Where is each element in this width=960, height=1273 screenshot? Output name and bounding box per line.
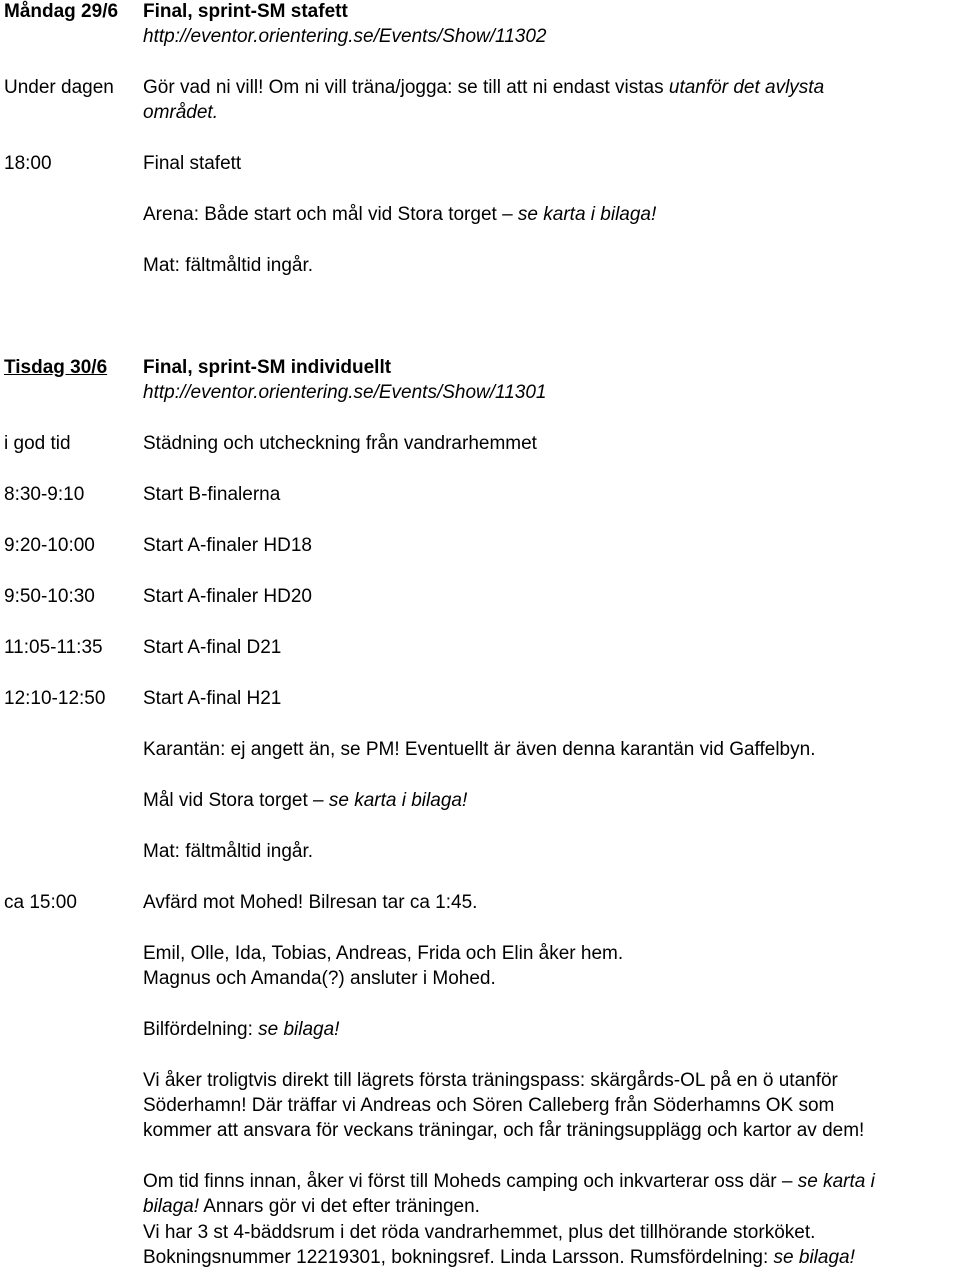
time-label: 12:10-12:50 [4, 688, 106, 709]
event-title-monday: Final, sprint-SM stafett [143, 1, 348, 22]
going-home-info: Emil, Olle, Ida, Tobias, Andreas, Frida och Elin åker hem. [143, 943, 624, 964]
arena-text: Arena: Både start och mål vid Stora torget [143, 204, 497, 225]
dash: – [776, 1171, 798, 1192]
schedule-text [143, 76, 824, 100]
time-label: Under dagen [4, 77, 114, 98]
day-heading-tuesday: Tisdag 30/6 [4, 357, 108, 378]
camping-text: Om tid finns innan, åker vi först till Moheds camping och inkvarterar oss där [143, 1171, 777, 1192]
arena-map-ref: se karta i bilaga! [517, 204, 657, 225]
car-allocation-ref: se bilaga! [258, 1019, 340, 1040]
rooms-info: Vi har 3 st 4-bäddsrum i det röda vandrarhemmet, plus det tillhörande storköket. [143, 1222, 816, 1243]
training-text-line: Söderhamn! Där träffar vi Andreas och Sören Calleberg från Söderhamns OK som [143, 1095, 835, 1116]
quarantine-info: Karantän: ej angett än, se PM! Eventuellt är även denna karantän vid Gaffelbyn. [143, 739, 816, 760]
dash: – [496, 204, 518, 225]
camping-text: Annars gör vi det efter träningen. [199, 1196, 480, 1217]
schedule-text-continued: området. [143, 102, 218, 123]
dash: – [307, 790, 329, 811]
camping-text-line [143, 1170, 875, 1194]
day-heading-monday: Måndag 29/6 [4, 1, 119, 22]
joining-info: Magnus och Amanda(?) ansluter i Mohed. [143, 968, 496, 989]
schedule-text: Final stafett [143, 153, 242, 174]
schedule-text: Start B-finalerna [143, 484, 281, 505]
camping-map-ref: bilaga! [143, 1196, 199, 1217]
schedule-text-part: Gör vad ni vill! Om ni vill träna/jogga: se till att ni endast vistas [143, 77, 669, 98]
time-label: 18:00 [4, 153, 52, 174]
event-link-monday[interactable]: http://eventor.orientering.se/Events/Show/11302 [143, 26, 547, 47]
booking-info [143, 1246, 855, 1270]
schedule-text: Städning och utcheckning från vandrarhemmet [143, 433, 537, 454]
time-label: 8:30-9:10 [4, 484, 85, 505]
time-label: ca 15:00 [4, 892, 77, 913]
camping-map-ref: se karta i [797, 1171, 875, 1192]
schedule-text: Start A-final H21 [143, 688, 282, 709]
schedule-text: Start A-finaler HD20 [143, 586, 312, 607]
time-label: i god tid [4, 433, 71, 454]
car-allocation-label: Bilfördelning: [143, 1019, 259, 1040]
finish-map-ref: se karta i bilaga! [328, 790, 468, 811]
arena-info [143, 203, 656, 227]
booking-text: Bokningsnummer 12219301, bokningsref. Linda Larsson. Rumsfördelning: [143, 1247, 774, 1268]
schedule-text-italic: utanför det avlysta [668, 77, 825, 98]
room-allocation-ref: se bilaga! [773, 1247, 855, 1268]
event-link-tuesday[interactable]: http://eventor.orientering.se/Events/Show/11301 [143, 382, 547, 403]
time-label: 9:20-10:00 [4, 535, 95, 556]
training-text-line: kommer att ansvara för veckans träningar, och får träningsupplägg och kartor av dem! [143, 1120, 865, 1141]
finish-info [143, 789, 467, 813]
training-text-line: Vi åker troligtvis direkt till lägrets första träningspass: skärgårds-OL på en ö utanför [143, 1070, 838, 1091]
departure-info: Avfärd mot Mohed! Bilresan tar ca 1:45. [143, 892, 478, 913]
finish-text: Mål vid Stora torget [143, 790, 308, 811]
schedule-text: Start A-final D21 [143, 637, 282, 658]
food-info: Mat: fältmåltid ingår. [143, 841, 314, 862]
car-allocation [143, 1018, 339, 1042]
time-label: 9:50-10:30 [4, 586, 95, 607]
event-title-tuesday: Final, sprint-SM individuellt [143, 357, 392, 378]
schedule-text: Start A-finaler HD18 [143, 535, 312, 556]
time-label: 11:05-11:35 [4, 637, 103, 658]
camping-text-line [143, 1195, 480, 1219]
food-info: Mat: fältmåltid ingår. [143, 255, 314, 276]
